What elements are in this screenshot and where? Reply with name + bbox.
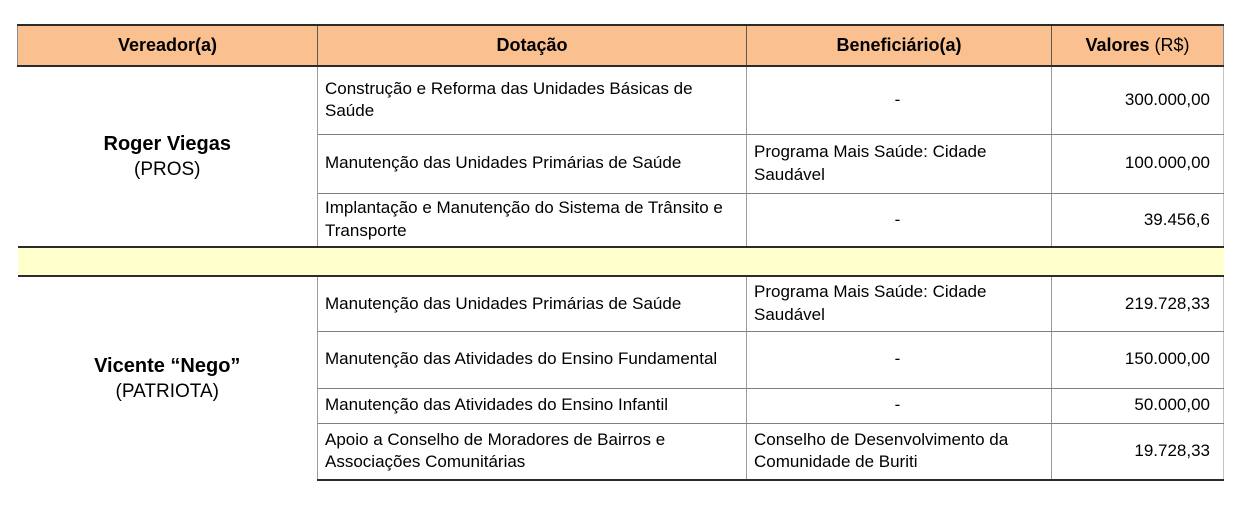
group-vicente-nego bbox=[18, 276, 1224, 480]
group-separator bbox=[18, 247, 1224, 276]
dotacao-cell: Construção e Reforma das Unidades Básicas de Saúde bbox=[318, 66, 747, 134]
beneficiario-cell: Programa Mais Saúde: Cidade Saudável bbox=[747, 134, 1052, 193]
group-roger-viegas bbox=[18, 66, 1224, 247]
beneficiario-cell: Conselho de Desenvolvimento da Comunidade de Buriti bbox=[747, 423, 1052, 480]
dotacao-cell: Manutenção das Unidades Primárias de Saúde bbox=[318, 134, 747, 193]
vereador-party: (PATRIOTA) bbox=[115, 381, 219, 403]
vereador-name: Vicente “Nego” bbox=[94, 354, 241, 377]
allocations-table bbox=[17, 24, 1224, 481]
dotacao-cell: Manutenção das Atividades do Ensino Infantil bbox=[318, 388, 747, 423]
vereador-cell bbox=[18, 66, 318, 247]
vereador-cell bbox=[18, 276, 318, 480]
column-header-valores bbox=[1052, 25, 1224, 66]
dotacao-cell: Manutenção das Atividades do Ensino Fundamental bbox=[318, 331, 747, 388]
valor-cell: 50.000,00 bbox=[1052, 388, 1224, 423]
valor-cell: 219.728,33 bbox=[1052, 276, 1224, 331]
dotacao-cell: Apoio a Conselho de Moradores de Bairros e Associações Comunitárias bbox=[318, 423, 747, 480]
column-header-dotacao: Dotação bbox=[318, 25, 747, 66]
table-header bbox=[18, 25, 1224, 66]
valor-cell: 19.728,33 bbox=[1052, 423, 1224, 480]
valores-label: Valores bbox=[1085, 34, 1150, 55]
vereador-name: Roger Viegas bbox=[103, 132, 231, 155]
dotacao-cell: Manutenção das Unidades Primárias de Saúde bbox=[318, 276, 747, 331]
dotacao-cell: Implantação e Manutenção do Sistema de Trânsito e Transporte bbox=[318, 193, 747, 247]
valor-cell: 39.456,6 bbox=[1052, 193, 1224, 247]
valor-cell: 300.000,00 bbox=[1052, 66, 1224, 134]
header-row bbox=[18, 25, 1224, 66]
column-header-beneficiario: Beneficiário(a) bbox=[747, 25, 1052, 66]
table-row bbox=[18, 66, 1224, 134]
beneficiario-cell: - bbox=[747, 331, 1052, 388]
vereador-party: (PROS) bbox=[134, 159, 201, 181]
table-row bbox=[18, 276, 1224, 331]
valores-currency-suffix: (R$) bbox=[1154, 34, 1190, 55]
valor-cell: 150.000,00 bbox=[1052, 331, 1224, 388]
separator-row bbox=[18, 247, 1224, 276]
column-header-vereador: Vereador(a) bbox=[18, 25, 318, 66]
beneficiario-cell: - bbox=[747, 193, 1052, 247]
beneficiario-cell: - bbox=[747, 66, 1052, 134]
valor-cell: 100.000,00 bbox=[1052, 134, 1224, 193]
separator-band bbox=[18, 247, 1224, 276]
beneficiario-cell: - bbox=[747, 388, 1052, 423]
beneficiario-cell: Programa Mais Saúde: Cidade Saudável bbox=[747, 276, 1052, 331]
